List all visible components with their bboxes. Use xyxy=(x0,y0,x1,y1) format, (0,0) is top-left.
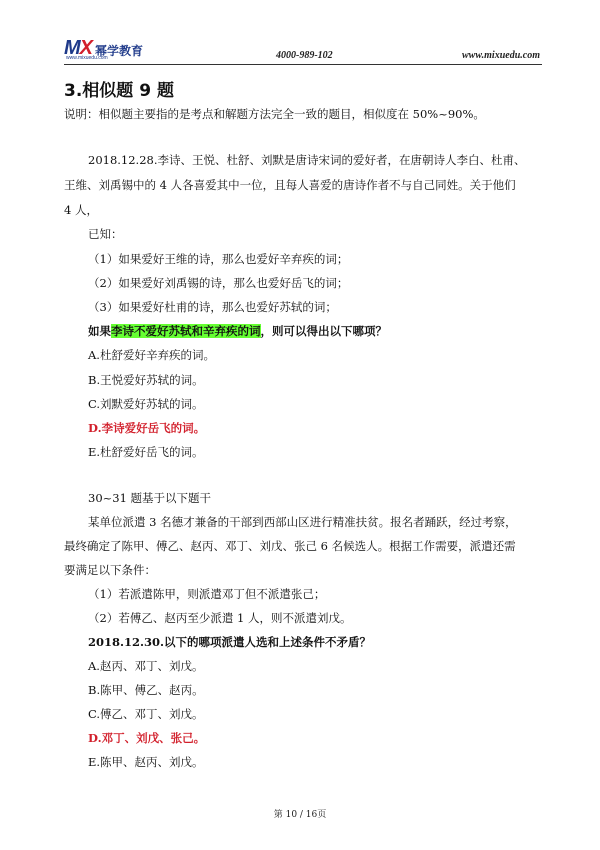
q1-stem-line-1: 2018.12.28.李诗、王悦、杜舒、刘默是唐诗宋词的爱好者，在唐朝诗人李白、杜甫、 xyxy=(88,153,526,167)
q2-stem-line-1: 某单位派遣 3 名德才兼备的干部到西部山区进行精准扶贫。报名者踊跃，经过考察， xyxy=(88,515,517,529)
note: 说明：相似题主要指的是考点和解题方法完全一致的题目，相似度在 50%~90%。 xyxy=(64,107,485,121)
page-number: 第 10 / 16页 xyxy=(273,810,327,820)
q2-intro: 30~31 题基于以下题干 xyxy=(88,491,212,505)
q1-option-d-answer: D.李诗爱好岳飞的词。 xyxy=(88,421,206,435)
q1-highlight: 李诗不爱好苏轼和辛弃疾的词 xyxy=(111,324,261,338)
q2-option-d-answer: D.邓丁、刘戊、张己。 xyxy=(88,731,206,745)
q1-option-e: E.杜舒爱好岳飞的词。 xyxy=(88,445,204,459)
q2-condition-2: （2）若傅乙、赵丙至少派遣 1 人，则不派遣刘戊。 xyxy=(88,611,352,625)
logo-text: 幂学教育 xyxy=(95,44,144,58)
q2-option-a: A.赵丙、邓丁、刘戊。 xyxy=(88,659,204,673)
logo-mx: MX xyxy=(64,37,93,59)
q1-stem-line-2: 王维、刘禹锡中的 4 人各喜爱其中一位，且每人喜爱的唐诗作者不与自己同姓。关于他们 xyxy=(64,178,516,192)
q2-option-c: C.傅乙、邓丁、刘戊。 xyxy=(88,707,204,721)
q1-condition-3: （3）如果爱好杜甫的诗，那么也爱好苏轼的词； xyxy=(88,300,337,314)
section-title: 3.相似题 9 题 xyxy=(64,81,174,101)
logo-url: www.mixuedu.com xyxy=(66,55,108,61)
q1-option-b: B.王悦爱好苏轼的词。 xyxy=(88,373,204,387)
q1-condition-2: （2）如果爱好刘禹锡的诗，那么也爱好岳飞的词； xyxy=(88,276,349,290)
q2-option-b: B.陈甲、傅乙、赵丙。 xyxy=(88,683,204,697)
q1-option-c: C.刘默爱好苏轼的词。 xyxy=(88,397,204,411)
header-website: www.mixuedu.com xyxy=(462,50,540,61)
page-header xyxy=(64,34,542,64)
q2-question: 2018.12.30.以下的哪项派遣人选和上述条件不矛盾？ xyxy=(88,635,372,649)
q2-condition-1: （1）若派遣陈甲，则派遣邓丁但不派遣张己； xyxy=(88,587,326,601)
q2-stem-line-3: 要满足以下条件： xyxy=(64,563,156,577)
q1-question: 如果李诗不爱好苏轼和辛弃疾的词，则可以得出以下哪项？ xyxy=(88,324,387,338)
q1-known: 已知： xyxy=(88,227,123,241)
header-phone: 4000-989-102 xyxy=(276,50,333,61)
q1-option-a: A.杜舒爱好辛弃疾的词。 xyxy=(88,348,215,362)
q2-option-e: E.陈甲、赵丙、刘戊。 xyxy=(88,755,204,769)
header-rule xyxy=(64,64,542,65)
q1-stem-line-3: 4 人， xyxy=(64,203,98,217)
q2-stem-line-2: 最终确定了陈甲、傅乙、赵丙、邓丁、刘戊、张己 6 名候选人。根据工作需要，派遣还需 xyxy=(64,539,516,553)
q1-condition-1: （1）如果爱好王维的诗，那么也爱好辛弃疾的词； xyxy=(88,252,349,266)
